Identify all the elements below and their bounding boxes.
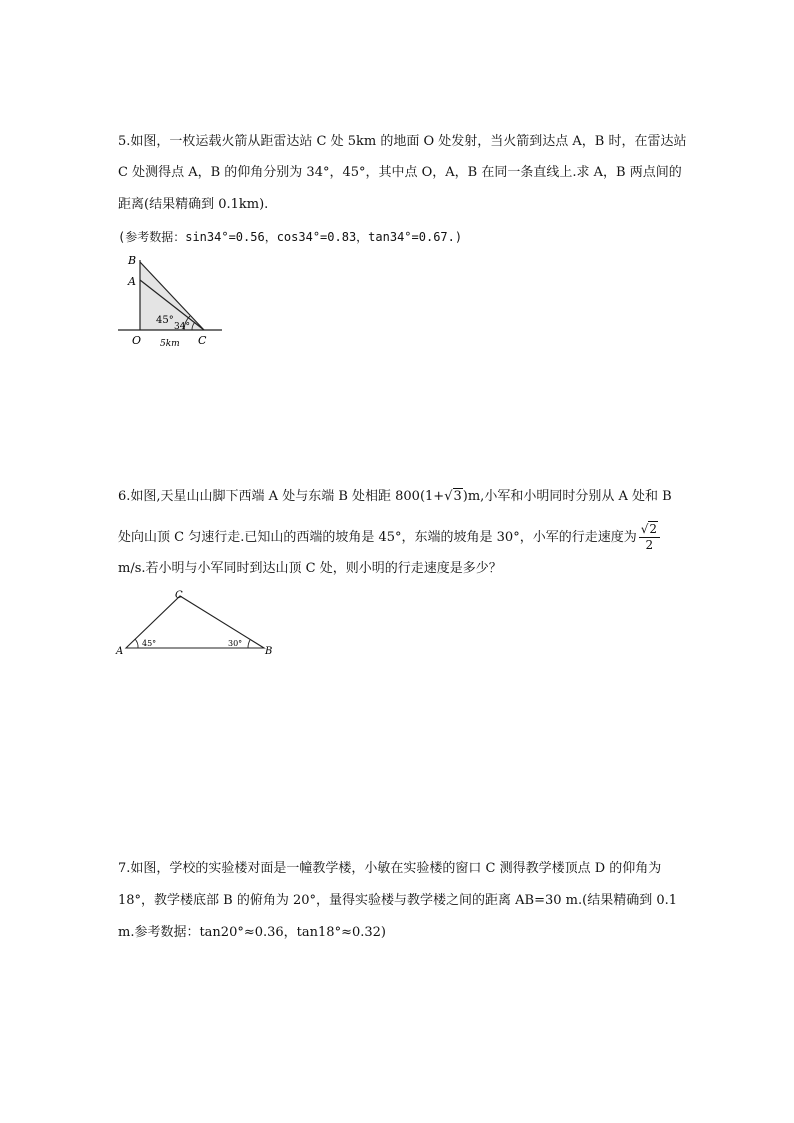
frac-sqrt-sign: √	[640, 522, 649, 536]
speed-fraction	[639, 522, 660, 553]
problem-5-reference-data: (参考数据：sin34°=0.56，cos34°=0.83，tan34°=0.67.)	[118, 230, 463, 244]
label-5km: 5km	[160, 339, 180, 349]
problem-6-number: 6.	[118, 489, 131, 504]
problem-5-line-2: C 处测得点 A，B 的仰角分别为 34°，45°，其中点 O，A，B 在同一条直线上.求 A，B 两点间的	[118, 165, 682, 180]
problem-7-line-3: m.参考数据：tan20°≈0.36，tan18°≈0.32)	[118, 925, 386, 940]
problem-6-text-1b: )m,小军和小明同时分别从 A 处和 B	[462, 489, 672, 504]
angle-arc-a	[135, 639, 138, 648]
label-a-mountain: A	[116, 646, 124, 657]
problem-6-line-3: m/s.若小明与小军同时到达山顶 C 处，则小明的行走速度是多少？	[118, 561, 502, 576]
problem-7-line-2: 18°，教学楼底部 B 的俯角为 20°，量得实验楼与教学楼之间的距离 AB=30 m.(结果精确到 0.1	[118, 893, 678, 908]
problem-5-text-1: 如图，一枚运载火箭从距雷达站 C 处 5km 的地面 O 处发射，当火箭到达点 A，B 时，在雷达站	[130, 134, 687, 149]
problem-5-figure	[112, 250, 232, 350]
problem-6-line-2	[118, 522, 662, 553]
label-a: A	[128, 275, 136, 288]
sqrt-sign: √	[444, 489, 453, 504]
problem-5-line-1	[118, 133, 687, 151]
angle-arc-b	[248, 640, 250, 648]
problem-6-text-2: 处向山顶 C 匀速行走.已知山的西端的坡角是 45°，东端的坡角是 30°，小军的行走速度为	[118, 530, 637, 545]
label-c: C	[198, 334, 207, 347]
label-b-mountain: B	[265, 646, 273, 657]
frac-denominator: 2	[645, 538, 654, 552]
problem-7-text-1: 如图，学校的实验楼对面是一幢教学楼，小敏在实验楼的窗口 C 测得教学楼顶点 D 的仰角为	[130, 861, 662, 876]
label-b: B	[128, 254, 137, 267]
label-angle-30-mountain: 30°	[228, 639, 243, 648]
problem-5-number: 5.	[118, 134, 131, 149]
problem-6-text-1a: 如图,天星山山脚下西端 A 处与东端 B 处相距 800(1+	[130, 489, 445, 504]
label-c-mountain: C	[175, 590, 183, 601]
sqrt-radicand: 3	[453, 489, 462, 504]
problem-5-line-3: 距离(结果精确到 0.1km).	[118, 197, 269, 212]
problem-7-line-1	[118, 860, 661, 878]
label-angle-34: 34°	[174, 322, 190, 332]
label-angle-45-mountain: 45°	[142, 639, 157, 648]
problem-6-figure	[112, 588, 282, 658]
frac-numerator-radicand: 2	[649, 522, 657, 536]
label-angle-45: 45°	[156, 315, 174, 326]
label-o: O	[132, 334, 142, 347]
problem-6-line-1	[118, 488, 672, 506]
problem-7-number: 7.	[118, 861, 131, 876]
